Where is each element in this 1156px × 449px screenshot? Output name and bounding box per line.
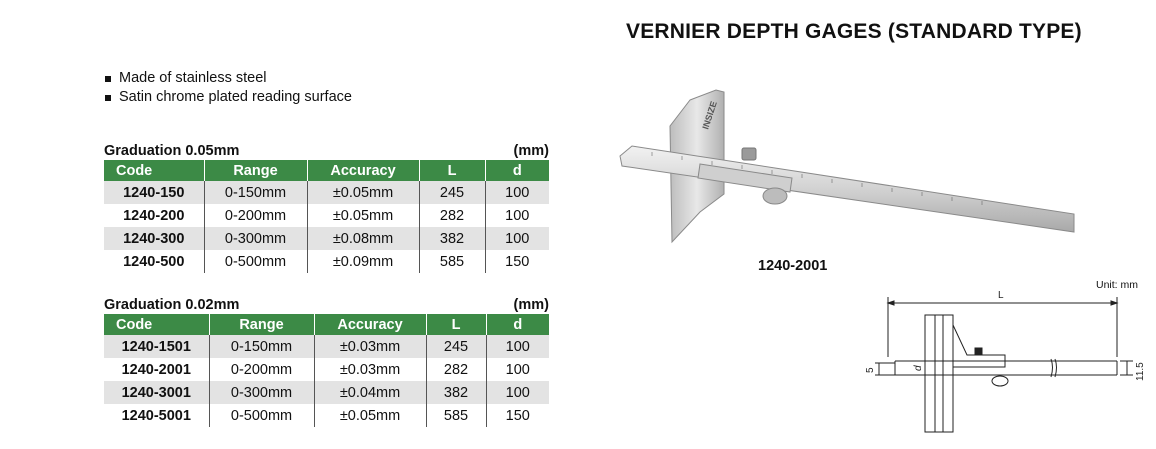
table-header-row [104, 160, 549, 181]
column-header: Accuracy [307, 160, 419, 181]
table-cell: 1240-150 [104, 181, 204, 204]
feature-list [105, 69, 352, 107]
bullet-square-icon [105, 76, 111, 82]
feature-item [105, 88, 352, 107]
table-cell: 0-200mm [204, 204, 307, 227]
column-header: L [426, 314, 486, 335]
dim-label-L: L [998, 290, 1004, 301]
table-cell: 245 [426, 335, 486, 358]
table-cell: 0-200mm [209, 358, 314, 381]
table-heading: Graduation 0.05mm [104, 143, 240, 159]
table-cell: 0-300mm [209, 381, 314, 404]
table-unit: (mm) [513, 143, 549, 159]
table-cell: ±0.03mm [314, 335, 426, 358]
table-cell: ±0.08mm [307, 227, 419, 250]
brand-mark: INSIZE [700, 99, 719, 131]
table-row [104, 335, 549, 358]
table-cell: 585 [426, 404, 486, 427]
column-header: L [419, 160, 485, 181]
table-cell: ±0.03mm [314, 358, 426, 381]
table-cell: 0-500mm [209, 404, 314, 427]
column-header: d [486, 314, 549, 335]
table-cell: 0-500mm [204, 250, 307, 273]
spec-table-block-1 [104, 141, 549, 273]
table-cell: ±0.05mm [307, 204, 419, 227]
table-row [104, 404, 549, 427]
photo-caption: 1240-2001 [758, 258, 828, 274]
bullet-square-icon [105, 95, 111, 101]
table-cell: 282 [419, 204, 485, 227]
feature-item [105, 69, 352, 88]
table-cell: ±0.05mm [314, 404, 426, 427]
table-unit: (mm) [513, 297, 549, 313]
table-cell: 1240-2001 [104, 358, 209, 381]
table-row [104, 381, 549, 404]
spec-table-block-2 [104, 295, 549, 427]
table-cell: 282 [426, 358, 486, 381]
table-cell: 0-300mm [204, 227, 307, 250]
column-header: d [485, 160, 549, 181]
table-cell: 1240-1501 [104, 335, 209, 358]
table-cell: 0-150mm [204, 181, 307, 204]
table-cell: 382 [426, 381, 486, 404]
table-cell: 100 [505, 361, 530, 378]
dimension-drawing [855, 285, 1155, 440]
table-cell: 100 [485, 227, 549, 250]
dim-label-11-5: 11.5 [1135, 362, 1146, 381]
table-cell: ±0.05mm [307, 181, 419, 204]
table-cell: 585 [419, 250, 485, 273]
spec-table [104, 160, 549, 273]
table-cell: 150 [505, 253, 530, 270]
spec-table [104, 314, 549, 427]
table-cell: 1240-500 [104, 250, 204, 273]
table-heading: Graduation 0.02mm [104, 297, 240, 313]
dim-label-d: d [913, 365, 924, 371]
table-cell: 1240-300 [104, 227, 204, 250]
table-row [104, 181, 549, 204]
table-cell: 245 [419, 181, 485, 204]
dim-label-5: 5 [865, 367, 876, 373]
column-header: Code [104, 314, 209, 335]
page-title: VERNIER DEPTH GAGES (STANDARD TYPE) [626, 20, 1082, 43]
feature-text: Satin chrome plated reading surface [119, 89, 352, 105]
table-row [104, 250, 549, 273]
table-cell: 1240-200 [104, 204, 204, 227]
table-cell: 1240-3001 [104, 381, 209, 404]
table-cell: ±0.09mm [307, 250, 419, 273]
table-cell: 100 [485, 181, 549, 204]
table-cell: 382 [419, 227, 485, 250]
feature-text: Made of stainless steel [119, 70, 267, 86]
column-header: Range [204, 160, 307, 181]
column-header: Accuracy [314, 314, 426, 335]
unit-label: Unit: mm [1096, 279, 1138, 291]
table-cell: 100 [505, 207, 530, 224]
table-row [104, 204, 549, 227]
column-header: Code [104, 160, 204, 181]
depth-gage-photo [612, 86, 1082, 251]
table-row [104, 358, 549, 381]
table-cell: 100 [486, 335, 549, 358]
table-cell: 150 [505, 407, 530, 424]
column-header: Range [209, 314, 314, 335]
table-row [104, 227, 549, 250]
table-cell: 1240-5001 [104, 404, 209, 427]
table-cell: 0-150mm [209, 335, 314, 358]
table-cell: 100 [486, 381, 549, 404]
table-cell: ±0.04mm [314, 381, 426, 404]
table-header-row [104, 314, 549, 335]
